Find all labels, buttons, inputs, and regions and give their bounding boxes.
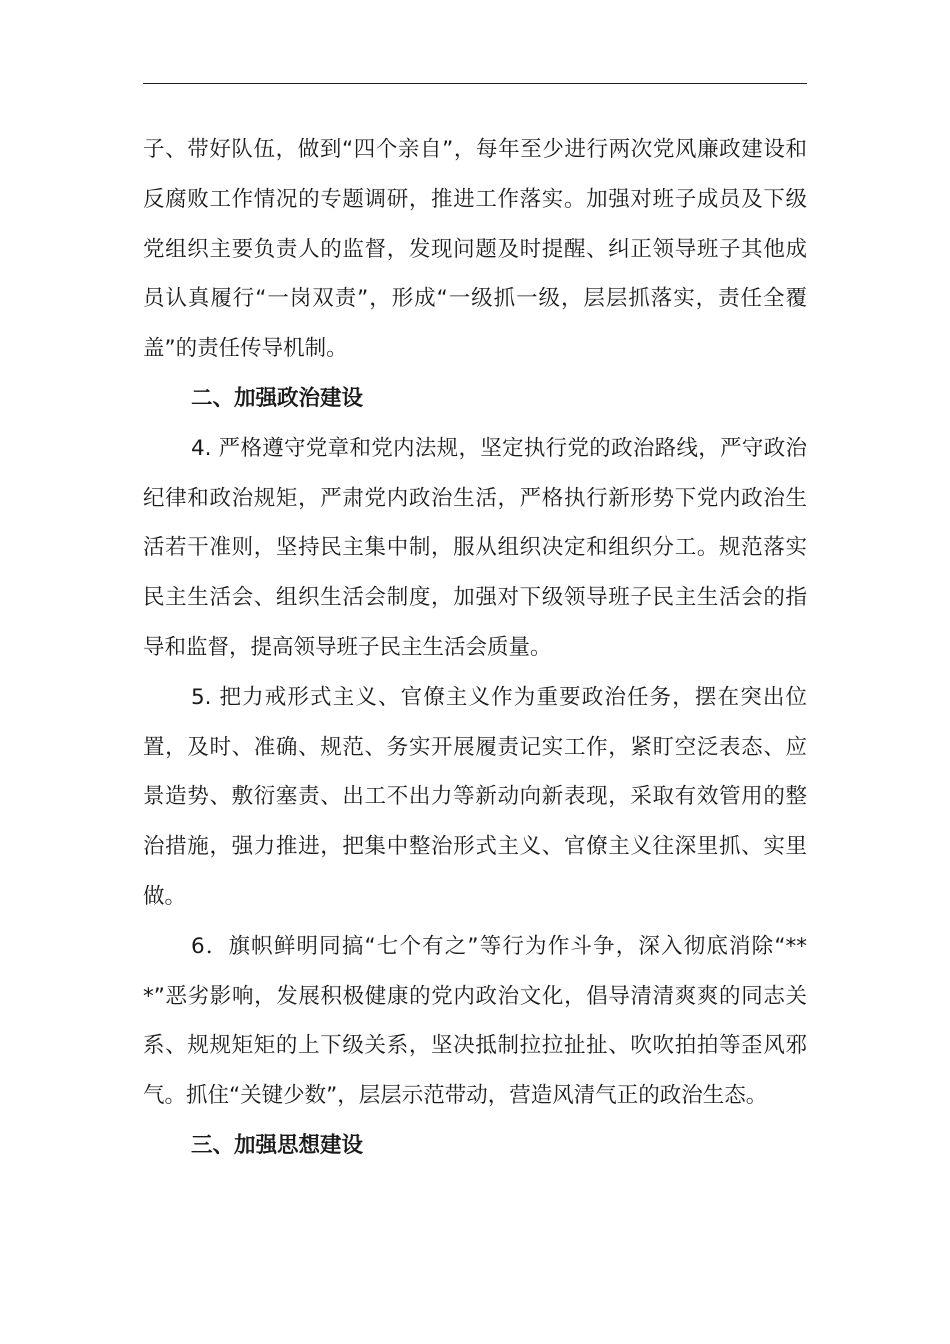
section-heading-ideological: 三、加强思想建设: [191, 1132, 364, 1158]
header-rule: [143, 83, 807, 84]
document-body: [143, 125, 807, 1171]
body-paragraph-continued: 子、带好队伍，做到“四个亲自”，每年至少进行两次党风廉政建设和反腐败工作情况的专题调研，推进工作落实。加强对班子成员及下级党组织主要负责人的监督，发现问题及时提醒、纠正领导班子其他成员认真履行“一岗双责”，形成“一级抓一级，层层抓落实，责任全覆盖”的责任传导机制。: [143, 137, 807, 362]
section-heading-political: 二、加强政治建设: [191, 385, 364, 411]
body-paragraph-5: 5. 把力戒形式主义、官僚主义作为重要政治任务，摆在突出位置，及时、准确、规范、务实开展履责记实工作，紧盯空泛表态、应景造势、敷衍塞责、出工不出力等新动向新表现，采取有效管用的整治措施，强力推进，把集中整治形式主义、官僚主义往深里抓、实里做。: [143, 684, 807, 909]
body-paragraph-4: 4. 严格遵守党章和党内法规，坚定执行党的政治路线，严守政治纪律和政治规矩，严肃党内政治生活，严格执行新形势下党内政治生活若干准则，坚持民主集中制，服从组织决定和组织分工。规范落实民主生活会、组织生活会制度，加强对下级领导班子民主生活会的指导和监督，提高领导班子民主生活会质量。: [143, 435, 807, 660]
body-paragraph-6: 6．旗帜鲜明同搞“七个有之”等行为作斗争，深入彻底消除“***”恶劣影响，发展积极健康的党内政治文化，倡导清清爽爽的同志关系、规规矩矩的上下级关系，坚决抵制拉拉扯扯、吹吹拍拍等歪风邪气。抓住“关键少数”，层层示范带动，营造风清气正的政治生态。: [143, 933, 807, 1109]
